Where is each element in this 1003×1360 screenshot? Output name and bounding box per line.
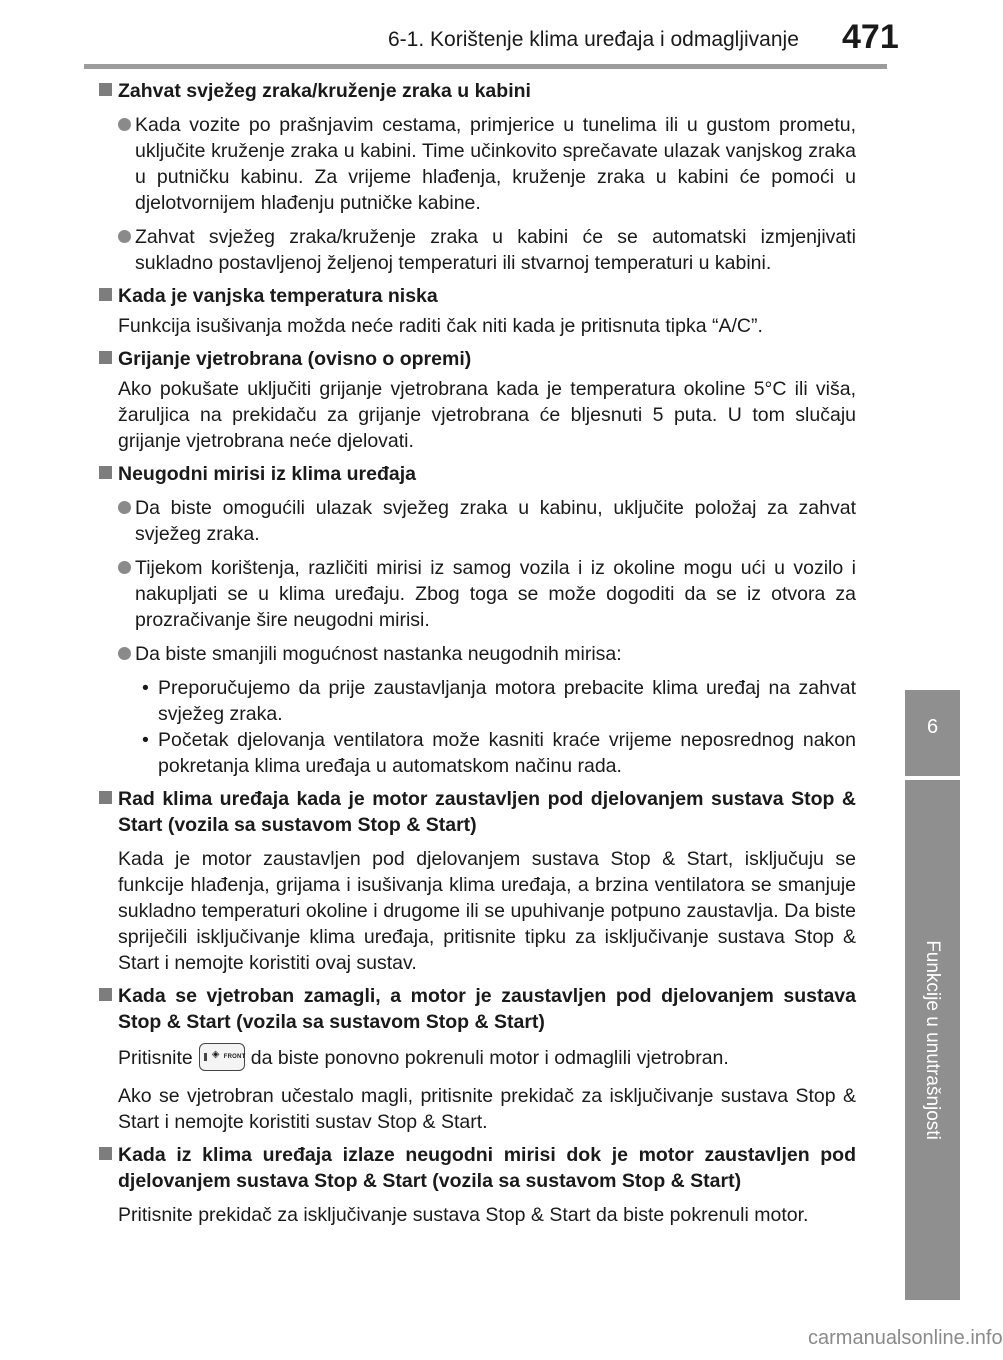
- section-press-instruction: [118, 1045, 856, 1073]
- press-text-after: da biste ponovno pokrenuli motor i odmaglili vjetrobran.: [250, 1047, 729, 1070]
- bullet-text: Zahvat svježeg zraka/kruženje zraka u kabini će se automatski izmjenjivati sukladno postavljenoj željenoj temperaturi ili stvarnoj temperaturi u kabini.: [135, 226, 856, 274]
- section-square-icon: [99, 351, 112, 364]
- sub-list-text: Početak djelovanja ventilatora može kasniti kraće vrijeme neposrednog nakon pokretanja klima uređaja u automatskom načinu rada.: [158, 729, 856, 777]
- section-title: Kada iz klima uređaja izlaze neugodni mirisi dok je motor zaustavljen pod djelovanjem sustava Stop & Start (vozila sa sustavom Stop & Start): [118, 1144, 856, 1192]
- section-low-outside-temperature: [96, 283, 856, 339]
- section-odors-stop-start: [96, 1142, 856, 1228]
- press-text-before: Pritisnite: [118, 1047, 193, 1070]
- section-paragraph: Ako pokušate uključiti grijanje vjetrobrana kada je temperatura okoline 5°C ili viša, žaruljica na prekidaču za grijanje vjetrobrana će bljesnuti 5 puta. U tom slučaju grijanje vjetrobrana neće djelovati.: [118, 378, 856, 452]
- bullet-item: [118, 641, 856, 667]
- sub-list-text: Preporučujemo da prije zaustavljanja motora prebacite klima uređaj na zahvat svježeg zraka.: [158, 677, 856, 725]
- front-defroster-icon: ◈: [211, 1049, 220, 1060]
- section-title: Rad klima uređaja kada je motor zaustavljen pod djelovanjem sustava Stop & Start (vozila sa sustavom Stop & Start): [118, 788, 856, 836]
- page-number: 471: [842, 18, 899, 56]
- side-tab-chapter-title: Funkcije u unutrašnjosti: [922, 940, 943, 1140]
- front-button-label: FRONT: [223, 1054, 246, 1060]
- header-divider: [84, 64, 887, 69]
- section-ac-stop-start: [96, 786, 856, 976]
- section-paragraph: Funkcija isušivanja možda neće raditi čak niti kada je pritisnuta tipka “A/C”.: [118, 315, 763, 337]
- front-defroster-button[interactable]: [199, 1043, 245, 1071]
- watermark: carmanualsonline.info: [808, 1327, 1003, 1349]
- section-windshield-fogs-stop-start: [96, 983, 856, 1135]
- bullet-dot-icon: [118, 230, 131, 243]
- page-content: [96, 78, 856, 1228]
- section-unpleasant-odors: [96, 461, 856, 779]
- section-title: Kada se vjetroban zamagli, a motor je zaustavljen pod djelovanjem sustava Stop & Start (vozila sa sustavom Stop & Start): [118, 985, 856, 1033]
- side-tab-chapter-number: 6: [926, 716, 939, 738]
- section-title: Neugodni mirisi iz klima uređaja: [118, 463, 416, 485]
- bullet-text: Kada vozite po prašnjavim cestama, primjerice u tunelima ili u gustom prometu, uključite kruženje zraka u kabini. Time učinkovito sprečavate ulazak vanjskog zraka u putničku kabinu. Za vrijeme hlađenja, kruženje zraka u kabini će pomoći u djelotvornijem hlađenju putničke kabine.: [135, 114, 856, 214]
- section-fresh-air-recirculation: [96, 78, 856, 276]
- bullet-text: Da biste omogućili ulazak svježeg zraka u kabinu, uključite položaj za zahvat svježeg zraka.: [135, 497, 856, 545]
- indicator-led-icon: [204, 1053, 207, 1061]
- section-title: Kada je vanjska temperatura niska: [118, 285, 438, 307]
- section-square-icon: [99, 288, 112, 301]
- sub-bullet-marker: •: [142, 729, 149, 751]
- bullet-dot-icon: [118, 647, 131, 660]
- bullet-dot-icon: [118, 118, 131, 131]
- section-square-icon: [99, 988, 112, 1001]
- sub-list: [118, 675, 856, 779]
- sub-list-item: [142, 675, 856, 727]
- section-square-icon: [99, 83, 112, 96]
- section-title: Zahvat svježeg zraka/kruženje zraka u kabini: [118, 80, 531, 102]
- section-square-icon: [99, 1147, 112, 1160]
- sub-bullet-marker: •: [142, 677, 149, 699]
- bullet-item: [118, 555, 856, 633]
- bullet-dot-icon: [118, 501, 131, 514]
- section-windshield-heating: [96, 346, 856, 454]
- header-section-title: 6-1. Korištenje klima uređaja i odmagljivanje: [388, 28, 799, 51]
- bullet-item: [118, 495, 856, 547]
- section-square-icon: [99, 791, 112, 804]
- section-paragraph: Ako se vjetrobran učestalo magli, pritisnite prekidač za isključivanje sustava Stop & Start i nemojte koristiti sustav Stop & Start.: [118, 1085, 856, 1133]
- bullet-item: [118, 112, 856, 216]
- bullet-text: Tijekom korištenja, različiti mirisi iz samog vozila i iz okoline mogu ući u vozilo i nakupljati se u klima uređaju. Zbog toga se može dogoditi da se iz otvora za prozračivanje šire neugodni mirisi.: [135, 557, 856, 631]
- section-square-icon: [99, 466, 112, 479]
- bullet-item: [118, 224, 856, 276]
- section-title: Grijanje vjetrobrana (ovisno o opremi): [118, 348, 472, 370]
- sub-list-item: [142, 727, 856, 779]
- section-paragraph: Pritisnite prekidač za isključivanje sustava Stop & Start da biste pokrenuli motor.: [118, 1204, 809, 1226]
- bullet-text: Da biste smanjili mogućnost nastanka neugodnih mirisa:: [135, 643, 622, 665]
- section-paragraph: Kada je motor zaustavljen pod djelovanjem sustava Stop & Start, isključuju se funkcije hlađenja, grijama i isušivanja klima uređaja, a brzina ventilatora se smanjuje sukladno temperaturi okoline i drugome ili se upuhivanje potpuno zaustavlja. Da biste spriječili isključivanje klima uređaja, pritisnite tipku za isključivanje sustava Stop & Start i nemojte koristiti ovaj sustav.: [118, 848, 856, 974]
- bullet-dot-icon: [118, 561, 131, 574]
